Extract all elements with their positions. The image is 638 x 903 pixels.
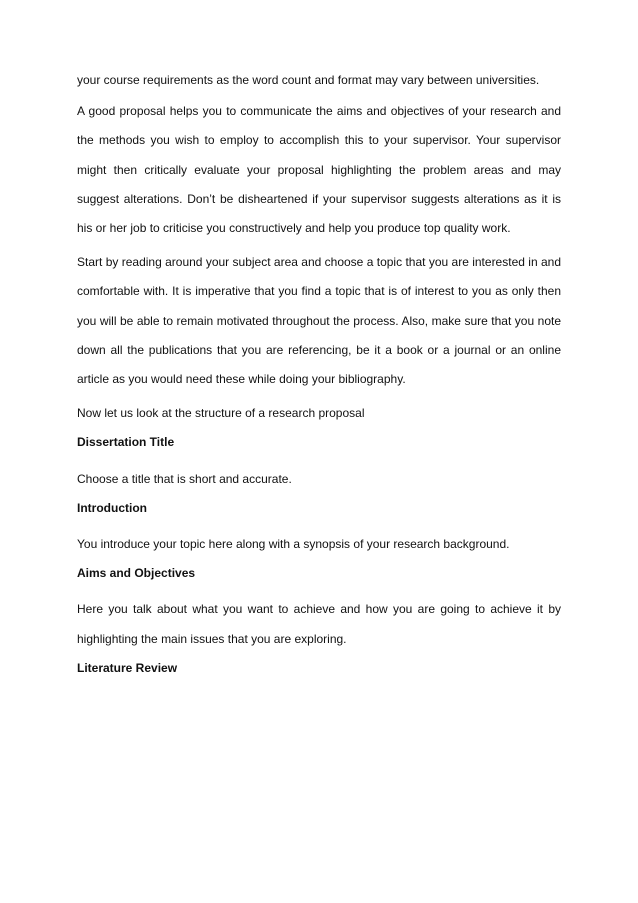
heading-introduction: Introduction <box>77 500 147 515</box>
document-body <box>77 66 561 683</box>
heading-dissertation-title: Dissertation Title <box>77 435 175 450</box>
body-dissertation-title: Choose a title that is short and accurate. <box>77 471 292 486</box>
body-aims-objectives: Here you talk about what you want to achieve and how you are going to achieve it by highlighting the main issues that you are exploring. <box>77 602 561 646</box>
paragraph-good-proposal: A good proposal helps you to communicate the aims and objectives of your research and the methods you wish to employ to accomplish this to your supervisor. Your supervisor might then critically evaluate your proposal highlighting the problem areas and may suggest alterations. Don’t be disheartened if your supervisor suggests alterations as it is his or her job to criticise you constructively and help you produce top quality work. <box>77 104 561 236</box>
heading-aims-objectives: Aims and Objectives <box>77 566 196 581</box>
paragraph-course-requirements: your course requirements as the word count and format may vary between universities. <box>77 73 540 87</box>
heading-literature-review: Literature Review <box>77 660 178 675</box>
paragraph-structure-intro: Now let us look at the structure of a research proposal <box>77 406 365 421</box>
paragraph-start-reading: Start by reading around your subject area and choose a topic that you are interested in and comfortable with. It is imperative that you find a topic that is of interest to you as only then you will be able to remain motivated throughout the process. Also, make sure that you note down all the publications that you are referencing, be it a book or a journal or an online article as you would need these while doing your bibliography. <box>77 255 561 387</box>
body-introduction: You introduce your topic here along with a synopsis of your research background. <box>77 537 510 552</box>
